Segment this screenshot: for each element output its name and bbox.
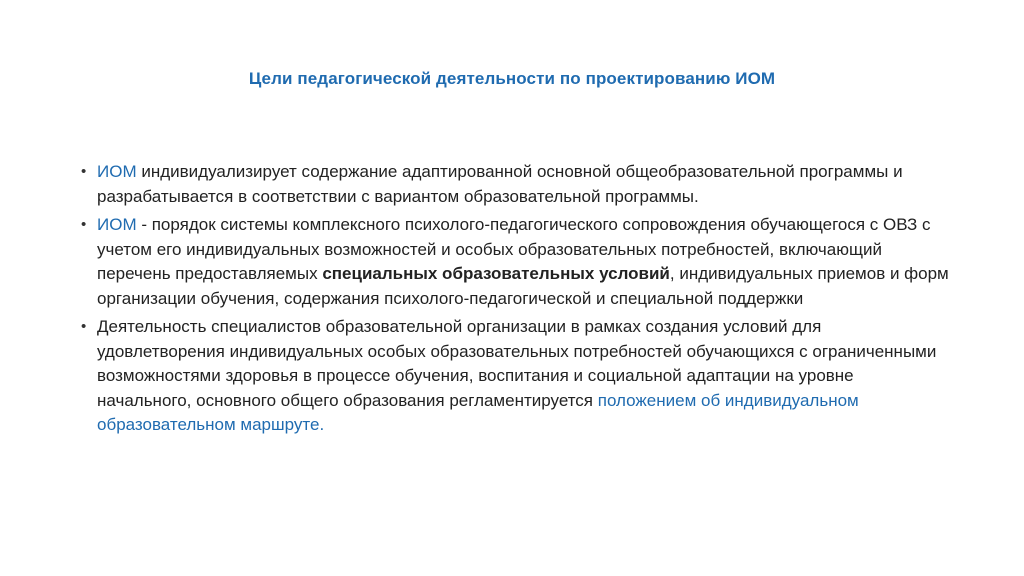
- bullet-item-iom-procedure: [72, 213, 952, 311]
- bullet-list: [72, 160, 952, 442]
- bullet-item-iom-definition: [72, 160, 952, 209]
- bullet-marker: •: [81, 216, 87, 233]
- slide-title: Цели педагогической деятельности по проектированию ИОМ: [248, 69, 776, 88]
- iom-term: ИОМ: [97, 215, 137, 234]
- bullet-marker: •: [81, 318, 87, 335]
- iom-term: ИОМ: [97, 162, 137, 181]
- bullet-marker: •: [81, 163, 87, 180]
- bullet-text: , индивидуальных приемов и форм организации обучения, содержания психолого-педагогической и специальной поддержки: [97, 264, 949, 308]
- bullet-item-regulation: [72, 315, 952, 438]
- bullet-text: индивидуализирует содержание адаптированной основной общеобразовательной программы и разрабатывается в соответствии с вариантом образовательной программы.: [97, 162, 903, 206]
- bold-phrase: специальных образовательных условий: [322, 264, 670, 283]
- bullet-text: Деятельность специалистов образовательной организации в рамках создания условий для удовлетворения индивидуальных особых образовательных потребностей обучающихся с ограниченными возможностями здоровья в процессе обучения, воспитания и социальной адаптации на уровне начального, основного общего образования регламентируется: [97, 317, 937, 410]
- regulation-link[interactable]: положением об индивидуальном образовательном маршруте.: [97, 390, 859, 434]
- bullet-text: - порядок системы комплексного психолого-педагогического сопровождения обучающегося с ОВЗ с учетом его индивидуальных возможностей и особых образовательных потребностей, включающий перечень предоставляемых: [97, 215, 931, 283]
